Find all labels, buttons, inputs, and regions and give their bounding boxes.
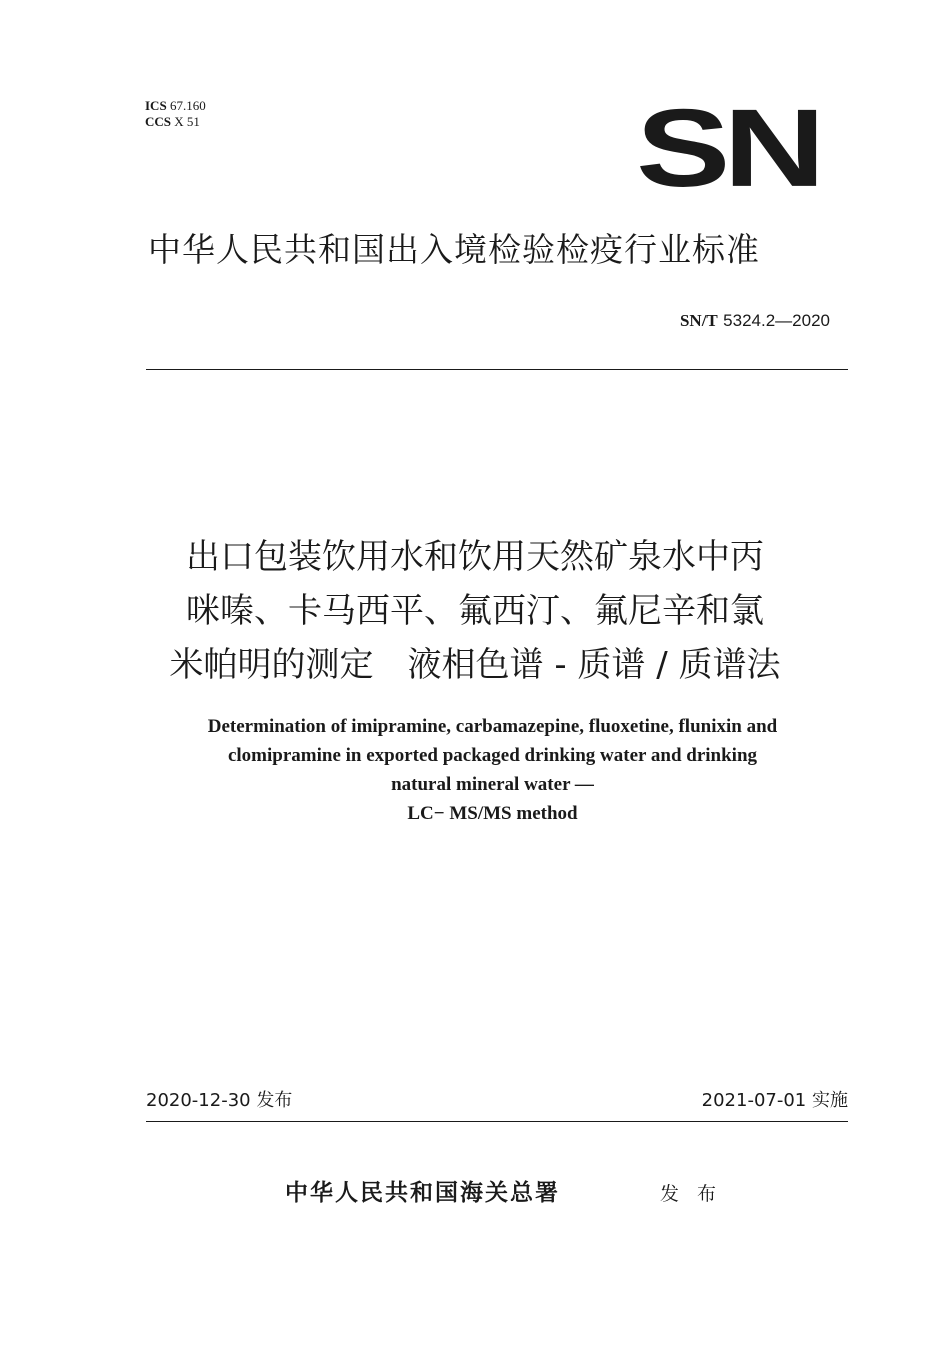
ics-value: 67.160 — [169, 98, 206, 113]
ccs-label: CCS — [145, 114, 172, 129]
document-title-cn — [120, 530, 830, 692]
classification-codes — [145, 98, 206, 130]
title-cn-line-2: 咪嗪、卡马西平、氟西汀、氟尼辛和氯 — [186, 591, 764, 631]
implementation-date: 2021-07-01 实施 — [701, 1090, 848, 1111]
issuing-authority: 中华人民共和国海关总署 — [285, 1179, 560, 1206]
ccs-value: X 51 — [174, 114, 200, 129]
issue-date: 2020-12-30 发布 — [146, 1090, 293, 1111]
title-en-line-1: Determination of imipramine, carbamazepine, fluoxetine, flunixin and — [207, 716, 778, 737]
ics-label: ICS — [145, 98, 167, 113]
industry-standard-title: 中华人民共和国出入境检验检疫行业标准 — [148, 230, 760, 269]
title-en-line-4: LC− MS/MS method — [407, 803, 578, 824]
title-cn-line-1: 出口包装饮用水和饮用天然矿泉水中丙 — [186, 537, 764, 577]
ics-line — [145, 98, 206, 114]
title-en-line-2: clomipramine in exported packaged drinking water and drinking — [227, 745, 758, 766]
title-en-line-3: natural mineral water — — [391, 774, 594, 795]
top-divider — [146, 369, 848, 370]
issue-action: 发 布 — [660, 1183, 723, 1205]
standard-code-number: 5324.2—2020 — [723, 311, 830, 330]
standard-code-prefix: SN/T — [679, 311, 718, 330]
standard-code — [620, 310, 830, 332]
bottom-divider — [146, 1121, 848, 1122]
title-cn-line-3: 米帕明的测定 液相色谱 - 质谱 / 质谱法 — [169, 645, 781, 685]
document-title-en — [120, 712, 865, 828]
sn-logo: SN — [636, 86, 819, 210]
ccs-line — [145, 114, 206, 130]
